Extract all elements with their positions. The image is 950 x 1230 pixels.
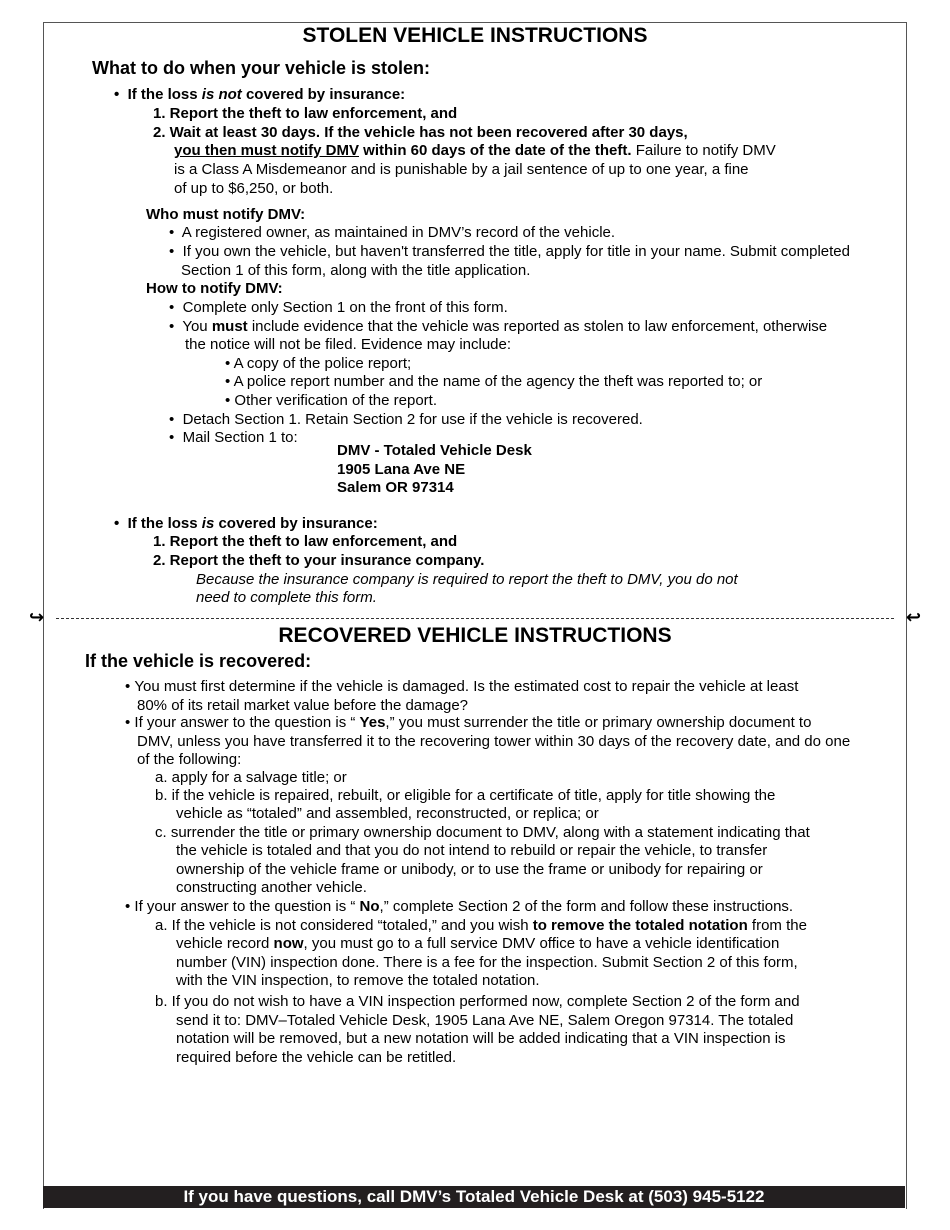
yes-option-c: c. surrender the title or primary ownership document to DMV, along with a statement indicating that	[155, 824, 810, 841]
not-covered-heading: • If the loss is not covered by insurance:	[114, 86, 406, 103]
yes-option-c-line-3: ownership of the vehicle frame or unibody, or to use the frame or unibody for repairing or	[176, 861, 763, 878]
recovered-question-line-2: 80% of its retail market value before the damage?	[137, 697, 469, 714]
evidence-item-2: • A police report number and the name of the agency the theft was reported to; or	[225, 373, 763, 390]
stolen-heading: What to do when your vehicle is stolen:	[92, 58, 431, 78]
no-answer: • If your answer to the question is “ No,” complete Section 2 of the form and follow these instructions.	[125, 898, 794, 915]
no-option-a-line-3: number (VIN) inspection done. There is a fee for the inspection. Submit Section 2 of this form,	[176, 954, 798, 971]
how-heading: How to notify DMV:	[146, 280, 283, 297]
who-heading: Who must notify DMV:	[146, 206, 306, 223]
not-covered-step-2-line-4: of up to $6,250, or both.	[174, 180, 334, 197]
not-covered-step-2-line-3: is a Class A Misdemeanor and is punishable by a jail sentence of up to one year, a fine	[174, 161, 749, 178]
no-option-b-line-3: notation will be removed, but a new notation will be added indicating that a VIN inspection is	[176, 1030, 786, 1047]
yes-option-b: b. if the vehicle is repaired, rebuilt, or eligible for a certificate of title, apply for title showing the	[155, 787, 776, 804]
covered-step-1: 1. Report the theft to law enforcement, and	[153, 533, 458, 550]
not-covered-step-2: 2. Wait at least 30 days. If the vehicle has not been recovered after 30 days,	[153, 124, 688, 141]
no-option-b-line-2: send it to: DMV–Totaled Vehicle Desk, 1905 Lana Ave NE, Salem Oregon 97314. The totaled	[176, 1012, 794, 1029]
no-option-b-line-4: required before the vehicle can be retitled.	[176, 1049, 457, 1066]
covered-step-2: 2. Report the theft to your insurance company.	[153, 552, 485, 569]
evidence-item-1: • A copy of the police report;	[225, 355, 412, 372]
mail-address-line-2: 1905 Lana Ave NE	[337, 461, 466, 478]
who-item-1: • A registered owner, as maintained in DMV’s record of the vehicle.	[169, 224, 616, 241]
not-covered-step-1: 1. Report the theft to law enforcement, and	[153, 105, 458, 122]
no-option-b: b. If you do not wish to have a VIN inspection performed now, complete Section 2 of the form and	[155, 993, 800, 1010]
cut-line	[56, 618, 894, 619]
who-item-2: • If you own the vehicle, but haven't transferred the title, apply for title in your name. Submit completed	[169, 243, 850, 260]
evidence-item-3: • Other verification of the report.	[225, 392, 438, 409]
mail-address-line-3: Salem OR 97314	[337, 479, 454, 496]
how-item-1: • Complete only Section 1 on the front of this form.	[169, 299, 508, 316]
yes-answer-line-2: DMV, unless you have transferred it to the recovering tower within 30 days of the recovery date, and do one	[137, 733, 851, 750]
recovered-question: • You must first determine if the vehicle is damaged. Is the estimated cost to repair the vehicle at least	[125, 678, 799, 695]
no-option-a-line-2: vehicle record now, you must go to a full service DMV office to have a vehicle identification	[176, 935, 780, 952]
yes-answer-line-3: of the following:	[137, 751, 242, 768]
covered-note-line-1: Because the insurance company is required to report the theft to DMV, you do not	[196, 571, 738, 588]
mail-address-line-1: DMV - Totaled Vehicle Desk	[337, 442, 532, 459]
how-item-2-line-2: the notice will not be filed. Evidence may include:	[185, 336, 512, 353]
no-option-a: a. If the vehicle is not considered “totaled,” and you wish to remove the totaled notation from the	[155, 917, 807, 934]
how-item-3: • Detach Section 1. Retain Section 2 for use if the vehicle is recovered.	[169, 411, 643, 428]
cut-arrow-left-icon: ↩	[906, 607, 922, 627]
covered-note-line-2: need to complete this form.	[196, 589, 377, 606]
who-item-2-line-2: Section 1 of this form, along with the title application.	[181, 262, 531, 279]
covered-heading: • If the loss is covered by insurance:	[114, 515, 378, 532]
yes-answer: • If your answer to the question is “ Yes,” you must surrender the title or primary ownership document to	[125, 714, 812, 731]
not-covered-step-2-line-2: you then must notify DMV within 60 days of the date of the theft. Failure to notify DMV	[174, 142, 776, 159]
yes-option-a: a. apply for a salvage title; or	[155, 769, 347, 786]
yes-option-b-line-2: vehicle as “totaled” and assembled, reconstructed, or replica; or	[176, 805, 599, 822]
page-title: STOLEN VEHICLE INSTRUCTIONS	[302, 24, 648, 47]
no-option-a-line-4: with the VIN inspection, to remove the totaled notation.	[176, 972, 540, 989]
recovered-heading: If the vehicle is recovered:	[85, 651, 312, 671]
footer-contact-bar: If you have questions, call DMV’s Totaled Vehicle Desk at (503) 945-5122	[43, 1186, 905, 1208]
yes-option-c-line-2: the vehicle is totaled and that you do not intend to rebuild or repair the vehicle, to transfer	[176, 842, 768, 859]
how-item-2: • You must include evidence that the vehicle was reported as stolen to law enforcement, otherwise	[169, 318, 828, 335]
how-item-4: • Mail Section 1 to:	[169, 429, 298, 446]
recovered-title: RECOVERED VEHICLE INSTRUCTIONS	[278, 624, 672, 647]
yes-option-c-line-4: constructing another vehicle.	[176, 879, 367, 896]
cut-arrow-right-icon: ↪	[29, 607, 45, 627]
